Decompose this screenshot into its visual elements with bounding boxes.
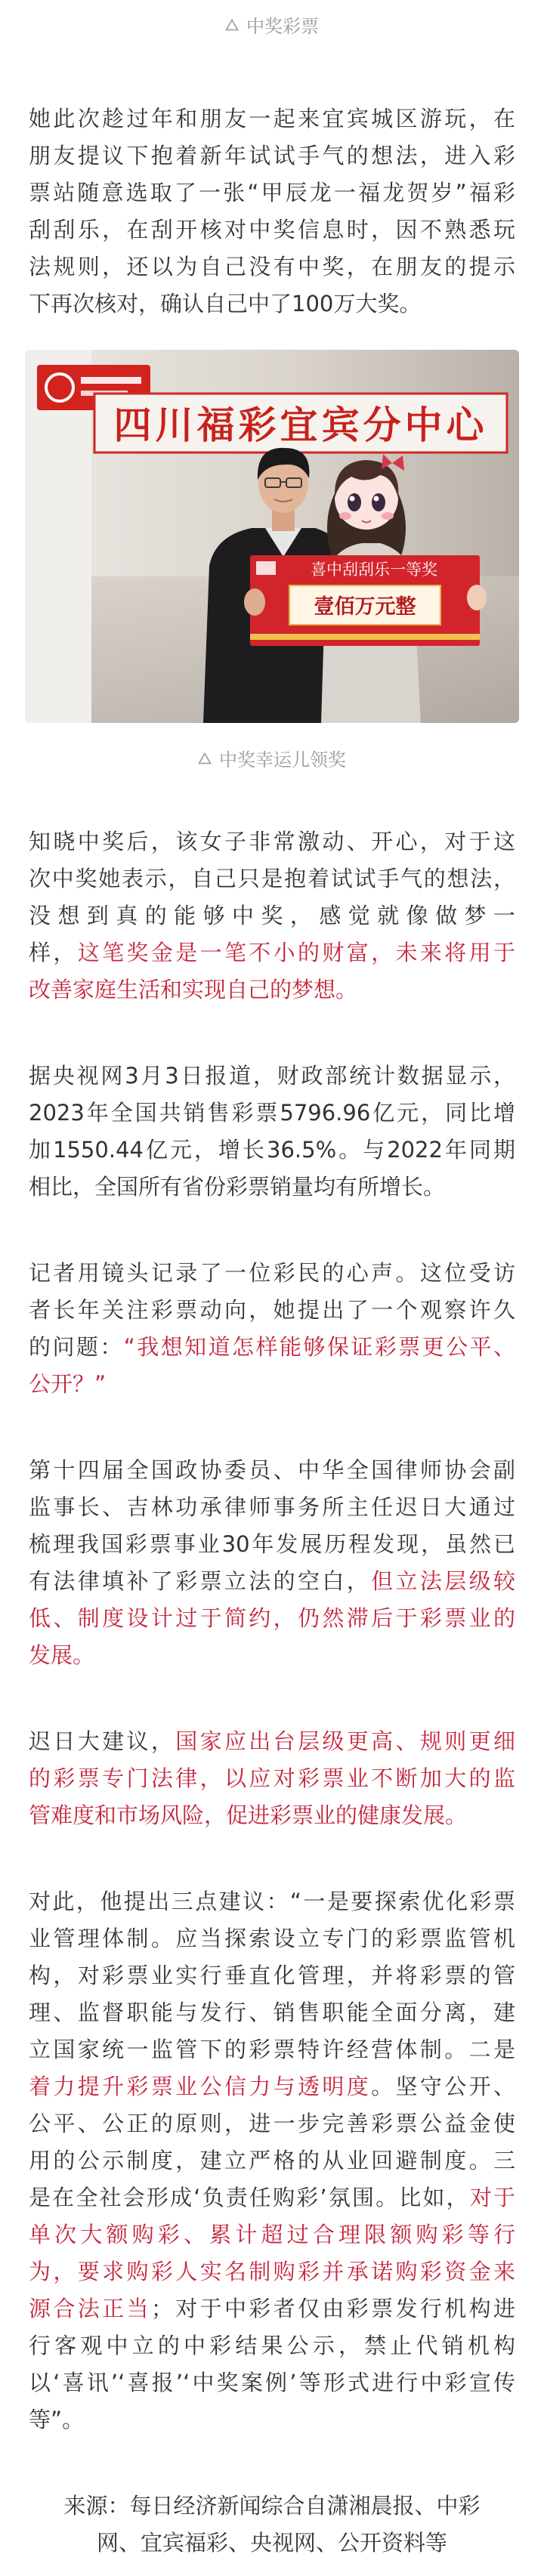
- body-text: 下再次核对，确认自己中了100万大奖。: [29, 291, 422, 317]
- paragraph-line: [29, 1292, 515, 1329]
- body-text: 立国家统一监管下的彩票特许经营体制。二是: [29, 2037, 515, 2062]
- body-text: 等”。: [29, 2407, 85, 2432]
- highlighted-text: 公开？”: [29, 1371, 107, 1397]
- winner-photo-image: [25, 350, 519, 723]
- paragraph-line: [29, 971, 515, 1008]
- paragraph-line: [29, 1797, 515, 1834]
- paragraph-line: [29, 2253, 515, 2290]
- paragraph-line: [29, 1957, 515, 1994]
- paragraph-line: [29, 1526, 515, 1563]
- highlighted-text: 源合法正当: [29, 2296, 151, 2321]
- man-hand: [244, 588, 265, 616]
- source-line: 网、宜宾福彩、央视网、公开资料等: [96, 2530, 447, 2556]
- paragraph-line: [29, 2216, 515, 2253]
- body-text: 样，: [29, 940, 78, 965]
- paragraph-line: [29, 2142, 515, 2179]
- body-text: 没想到真的能够中奖，感觉就像做梦一: [29, 903, 515, 928]
- triangle-outline-icon: [198, 752, 212, 764]
- paragraph-legislation: [29, 1452, 515, 1674]
- paragraph-line: [29, 2105, 515, 2142]
- caption-text: 中奖彩票: [246, 16, 319, 37]
- body-text: 理、监督职能与发行、销售职能全面分离，建: [29, 2000, 515, 2025]
- paragraph-reaction: [29, 823, 515, 1008]
- paragraph-line: [29, 1637, 515, 1674]
- paragraph-line: [29, 2327, 515, 2364]
- woman-hand: [467, 585, 487, 610]
- body-text: 刮刮乐，在刮开核对中奖信息时，因不熟悉玩: [29, 217, 515, 242]
- image-caption-lottery-ticket: [0, 11, 544, 41]
- paragraph-line: [29, 175, 515, 212]
- highlighted-text: 对于: [469, 2185, 515, 2210]
- paragraph-line: [29, 2179, 515, 2216]
- body-text: 次中奖她表示，自己只是抱着试试手气的想法，: [29, 866, 515, 891]
- source-line: 来源：每日经济新闻综合自潇湘晨报、中彩: [63, 2493, 481, 2519]
- highlighted-text: 的彩票专门法律，以应对彩票业不断加大的监: [29, 1765, 515, 1791]
- paragraph-line: [29, 1563, 515, 1600]
- body-text: 是在全社会形成‘负责任购彩’氛围。比如，: [29, 2185, 470, 2210]
- paragraph-line: [29, 1452, 515, 1489]
- paragraph-three-suggestions: [29, 1883, 515, 2439]
- highlighted-text: 管难度和市场风险，促进彩票业的健康发展。: [29, 1802, 468, 1828]
- body-text: 。坚守公开、: [371, 2074, 515, 2099]
- paragraph-line: [29, 2068, 515, 2105]
- body-text: 相比，全国所有省份彩票销量均有所增长。: [29, 1174, 446, 1200]
- paragraph-sales-data: [29, 1058, 515, 1206]
- paragraph-line: [29, 860, 515, 897]
- paragraph-line: [29, 2401, 515, 2439]
- banner-text: 四川福彩宜宾分中心: [113, 403, 488, 447]
- triangle-outline-icon: [225, 19, 239, 31]
- body-text: 票站随意选取了一张“甲辰龙一福龙贺岁”福彩: [29, 180, 515, 205]
- paragraph-visit: [29, 100, 515, 323]
- body-text: 对此，他提出三点建议：“一是要探索优化彩票: [29, 1889, 515, 1914]
- body-text: 2023年全国共销售彩票5796.96亿元，同比增: [29, 1100, 515, 1126]
- caption-text: 中奖幸运儿领奖: [219, 749, 346, 771]
- highlighted-text: 低、制度设计过于简约，仍然滞后于彩票业的: [29, 1605, 515, 1631]
- prize-check: [250, 555, 480, 646]
- body-text: 以‘喜讯’‘喜报’‘中奖案例’等形式进行中彩宣传: [29, 2370, 515, 2395]
- paragraph-line: [29, 1994, 515, 2031]
- source-note: [29, 2488, 515, 2562]
- highlighted-text: 发展。: [29, 1642, 95, 1668]
- body-text: 监事长、吉林功承律师事务所主任迟日大通过: [29, 1494, 515, 1520]
- highlighted-text: 国家应出台层级更高、规则更细: [175, 1728, 515, 1754]
- highlighted-text: 改善家庭生活和实现自己的梦想。: [29, 977, 358, 1002]
- paragraph-line: [29, 1489, 515, 1526]
- paragraph-line: [29, 1132, 515, 1169]
- paragraph-line: [29, 897, 515, 934]
- paragraph-line: [29, 2364, 515, 2401]
- check-title: 喜中刮刮乐一等奖: [311, 561, 437, 579]
- paragraph-proposal: [29, 1723, 515, 1834]
- highlighted-text: “我想知道怎样能够保证彩票更公平、: [123, 1334, 515, 1360]
- paragraph-line: [29, 1329, 515, 1366]
- body-text: 公平、公正的原则，进一步完善彩票公益金使: [29, 2111, 515, 2136]
- body-text: ；对于中彩者仅由彩票发行机构进: [150, 2296, 515, 2321]
- highlighted-text: 这笔奖金是一笔不小的财富，未来将用于: [77, 940, 515, 965]
- body-text: 的问题：: [29, 1334, 124, 1360]
- body-text: 构，对彩票业实行垂直化管理，并将彩票的管: [29, 1963, 515, 1988]
- paragraph-line: [29, 2290, 515, 2327]
- highlighted-text: 着力提升彩票业公信力与透明度: [29, 2074, 372, 2099]
- paragraph-line: [29, 137, 515, 175]
- paragraph-line: [29, 286, 515, 323]
- body-text: 行客观中立的中彩结果公示，禁止代销机构: [29, 2333, 515, 2358]
- paragraph-line: [29, 1600, 515, 1637]
- paragraph-line: [29, 1920, 515, 1957]
- paragraph-line: [29, 2031, 515, 2068]
- body-text: 加1550.44亿元，增长36.5%。与2022年同期: [29, 1137, 515, 1163]
- paragraph-line: [29, 1095, 515, 1132]
- body-text: 迟日大建议，: [29, 1728, 176, 1754]
- paragraph-line: [29, 1366, 515, 1403]
- body-text: 法规则，还以为自己没有中奖，在朋友的提示: [29, 254, 515, 280]
- body-text: 业管理体制。应当探索设立专门的彩票监管机: [29, 1926, 515, 1951]
- paragraph-line: [29, 100, 515, 137]
- paragraph-line: [29, 1169, 515, 1206]
- body-text: 朋友提议下抱着新年试试手气的想法，进入彩: [29, 143, 515, 168]
- body-text: 记者用镜头记录了一位彩民的心声。这位受访: [29, 1260, 515, 1286]
- body-text: 据央视网3月3日报道，财政部统计数据显示，: [29, 1063, 515, 1089]
- body-text: 者长年关注彩票动向，她提出了一个观察许久: [29, 1297, 515, 1323]
- paragraph-lottery-player: [29, 1255, 515, 1403]
- body-text: 她此次趁过年和朋友一起来宜宾城区游玩，在: [29, 106, 515, 131]
- paragraph-line: [29, 1058, 515, 1095]
- paragraph-line: [29, 1723, 515, 1760]
- highlighted-text: 单次大额购彩、累计超过合理限额购彩等行: [29, 2222, 515, 2247]
- body-text: 第十四届全国政协委员、中华全国律师协会副: [29, 1457, 515, 1483]
- paragraph-line: [29, 1255, 515, 1292]
- winner-photo: [25, 350, 519, 723]
- body-text: 知晓中奖后，该女子非常激动、开心，对于这: [29, 829, 515, 854]
- highlighted-text: 为，要求购彩人实名制购彩并承诺购彩资金来: [29, 2259, 515, 2284]
- paragraph-line: [29, 934, 515, 971]
- highlighted-text: 但立法层级较: [371, 1568, 515, 1594]
- paragraph-line: [29, 1760, 515, 1797]
- body-text: 梳理我国彩票事业30年发展历程发现，虽然已: [29, 1531, 515, 1557]
- paragraph-line: [29, 249, 515, 286]
- paragraph-line: [29, 823, 515, 860]
- image-caption-winner: [0, 744, 544, 774]
- body-text: 有法律填补了彩票立法的空白，: [29, 1568, 372, 1594]
- paragraph-line: [29, 212, 515, 249]
- check-amount: 壹佰万元整: [314, 595, 416, 619]
- body-text: 用的公示制度，建立严格的从业回避制度。三: [29, 2148, 515, 2173]
- paragraph-line: [29, 1883, 515, 1920]
